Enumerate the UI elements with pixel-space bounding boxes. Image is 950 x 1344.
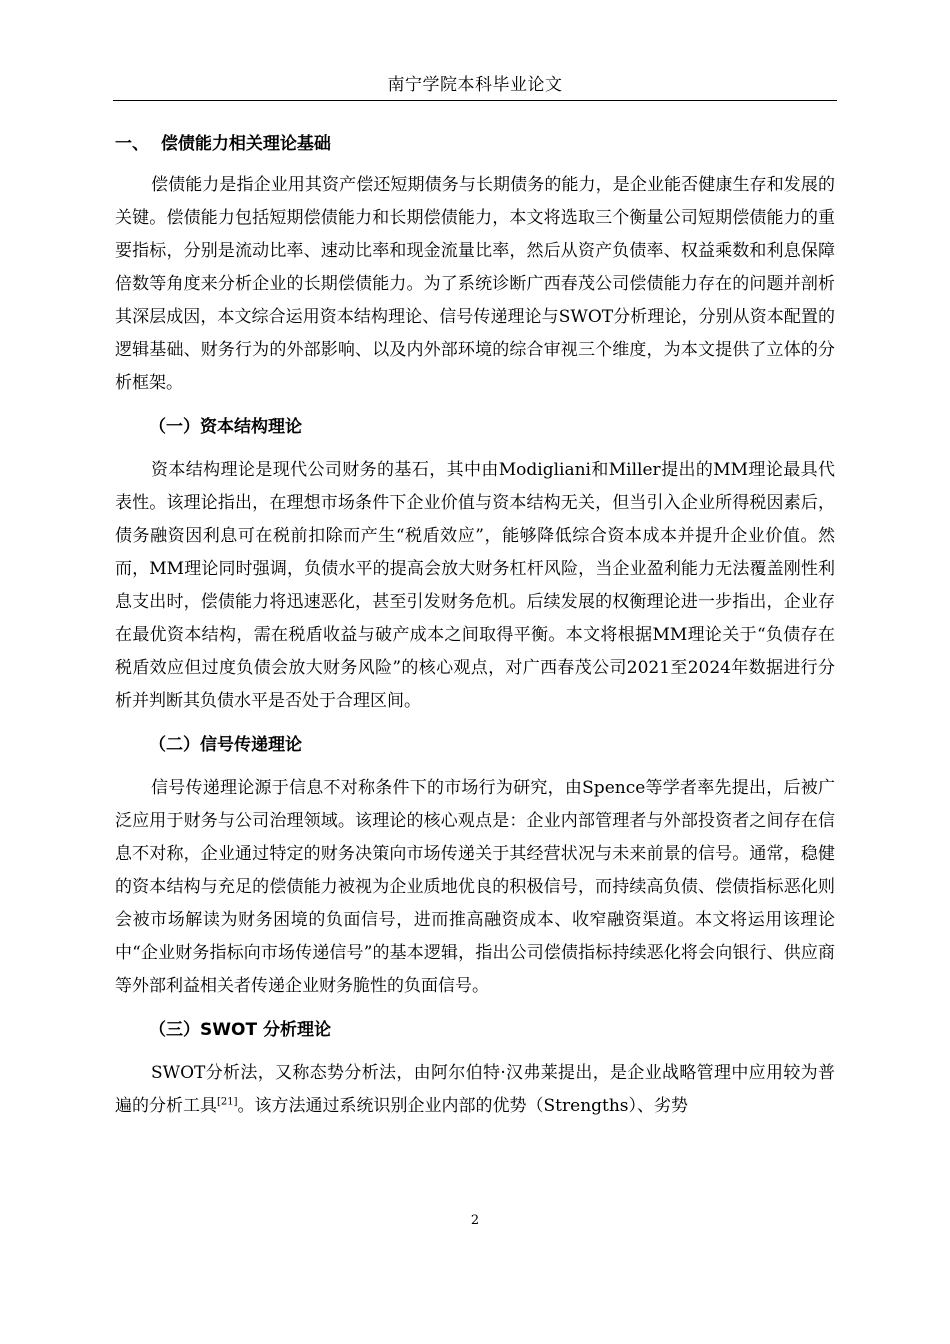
subsection-heading-signaling: （二）信号传递理论 (149, 735, 302, 755)
section-intro-paragraph: 偿债能力是指企业用其资产偿还短期债务与长期债务的能力，是企业能否健康生存和发展的关键。偿债能力包括短期偿债能力和长期偿债能力，本文将选取三个衡量公司短期偿债能力的重要指标，分别是流动比率、速动比率和现金流量比率，然后从资产负债率、权益乘数和利息保障倍数等角度来分析企业的长期偿债能力。为了系统诊断广西春茂公司偿债能力存在的问题并剖析其深层成因，本文综合运用资本结构理论、信号传递理论与SWOT分析理论，分别从资本配置的逻辑基础、财务行为的外部影响、以及内外部环境的综合审视三个维度，为本文提供了立体的分析框架。 (115, 175, 835, 393)
page-number: 2 (470, 1213, 480, 1228)
section-heading: 一、 偿债能力相关理论基础 (115, 134, 331, 154)
signaling-paragraph: 信号传递理论源于信息不对称条件下的市场行为研究，由Spence等学者率先提出，后被广泛应用于财务与公司治理领域。该理论的核心观点是：企业内部管理者与外部投资者之间存在信息不对称，企业通过特定的财务决策向市场传递关于其经营状况与未来前景的信号。通常，稳健的资本结构与充足的偿债能力被视为企业质地优良的积极信号，而持续高负债、偿债指标恶化则会被市场解读为财务困境的负面信号，进而推高融资成本、收窄融资渠道。本文将运用该理论中“企业财务指标向市场传递信号”的基本逻辑，指出公司偿债指标持续恶化将会向银行、供应商等外部利益相关者传递企业财务脆性的负面信号。 (115, 778, 835, 996)
swot-paragraph (115, 1057, 835, 1123)
subsection-heading-swot: （三）SWOT 分析理论 (149, 1020, 331, 1040)
capital-structure-paragraph: 资本结构理论是现代公司财务的基石，其中由Modigliani和Miller提出的MM理论最具代表性。该理论指出，在理想市场条件下企业价值与资本结构无关，但当引入企业所得税因素后，债务融资因利息可在税前扣除而产生“税盾效应”，能够降低综合资本成本并提升企业价值。然而，MM理论同时强调，负债水平的提高会放大财务杠杆风险，当企业盈利能力无法覆盖刚性利息支出时，偿债能力将迅速恶化，甚至引发财务危机。后续发展的权衡理论进一步指出，企业存在最优资本结构，需在税盾收益与破产成本之间取得平衡。本文将根据MM理论关于“负债存在税盾效应但过度负债会放大财务风险”的核心观点，对广西春茂公司2021至2024年数据进行分析并判断其负债水平是否处于合理区间。 (115, 460, 835, 711)
swot-text-after-citation: 。该方法通过系统识别企业内部的优势（Strengths）、劣势 (237, 1096, 689, 1116)
citation-reference: [21] (217, 1096, 238, 1108)
page-content (115, 127, 835, 1123)
subsection-heading-capital-structure: （一）资本结构理论 (149, 417, 302, 437)
header-divider (113, 100, 837, 101)
swot-text-before-citation: SWOT分析法，又称态势分析法，由阿尔伯特·汉弗莱提出，是企业战略管理中应用较为普遍的分析工具 (115, 1063, 835, 1116)
running-header: 南宁学院本科毕业论文 (387, 75, 563, 95)
